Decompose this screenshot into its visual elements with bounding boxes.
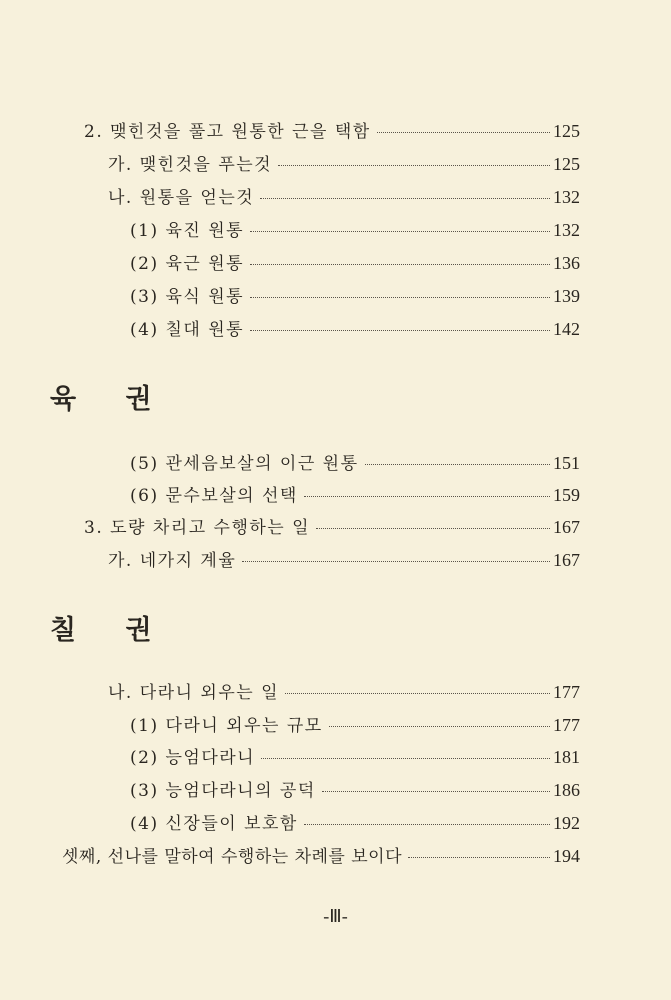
toc-entry-label: (1) 다라니 외우는 규모 xyxy=(130,716,323,736)
dot-leader xyxy=(329,726,550,727)
dot-leader xyxy=(408,857,550,858)
toc-entry-page: 167 xyxy=(553,517,580,537)
toc-entry-label: 가. 네가지 계율 xyxy=(108,551,237,571)
dot-leader xyxy=(250,231,550,232)
dot-leader xyxy=(260,198,550,199)
toc-entry-page: 177 xyxy=(553,715,580,735)
toc-entry-page: 151 xyxy=(553,453,580,473)
toc-entry-page: 186 xyxy=(553,780,580,800)
toc-entry xyxy=(130,812,580,835)
page-number: -Ⅲ- xyxy=(323,906,348,926)
dot-leader xyxy=(377,132,550,133)
toc-entry-label: (4) 신장들이 보호함 xyxy=(130,814,298,834)
toc-entry-label: (4) 칠대 원통 xyxy=(130,320,245,340)
toc-entry xyxy=(108,186,580,209)
volume-heading: 육 권 xyxy=(50,384,172,415)
toc-entry xyxy=(84,516,580,539)
toc-entry-label: (6) 문수보살의 선택 xyxy=(130,486,298,506)
toc-entry-label: (2) 육근 원통 xyxy=(130,254,245,274)
toc-entry xyxy=(62,845,580,868)
toc-entry xyxy=(130,285,580,308)
toc-entry-label: (2) 능엄다라니 xyxy=(130,748,256,768)
toc-entry-label: 가. 맺힌것을 푸는것 xyxy=(108,155,273,175)
dot-leader xyxy=(304,496,550,497)
toc-entry-page: 136 xyxy=(553,253,580,273)
toc-entry-page: 125 xyxy=(553,154,580,174)
toc-entry-page: 132 xyxy=(553,220,580,240)
dot-leader xyxy=(250,297,550,298)
toc-entry-label: (3) 육식 원통 xyxy=(130,287,245,307)
toc-entry-label: 2. 맺힌것을 풀고 원통한 근을 택함 xyxy=(84,122,371,142)
toc-entry xyxy=(108,153,580,176)
toc-entry-page: 194 xyxy=(553,846,580,866)
toc-entry-page: 159 xyxy=(553,485,580,505)
toc-entry-label: (3) 능엄다라니의 공덕 xyxy=(130,781,316,801)
dot-leader xyxy=(242,561,550,562)
toc-entry xyxy=(130,219,580,242)
dot-leader xyxy=(316,528,550,529)
toc-entry xyxy=(130,779,580,802)
toc-entry xyxy=(108,549,580,572)
toc-entry xyxy=(130,714,580,737)
toc-entry-page: 181 xyxy=(553,747,580,767)
toc-entry-label: (5) 관세음보살의 이근 원통 xyxy=(130,454,359,474)
toc-entry-page: 177 xyxy=(553,682,580,702)
dot-leader xyxy=(285,693,550,694)
toc-entry xyxy=(130,452,580,475)
toc-entry xyxy=(130,318,580,341)
toc-entry xyxy=(130,252,580,275)
toc-entry-page: 192 xyxy=(553,813,580,833)
volume-heading: 칠 권 xyxy=(50,615,172,646)
dot-leader xyxy=(365,464,550,465)
toc-entry-label: 나. 원통을 얻는것 xyxy=(108,188,255,208)
toc-entry xyxy=(130,484,580,507)
toc-entry-page: 167 xyxy=(553,550,580,570)
toc-entry-label: 3. 도량 차리고 수행하는 일 xyxy=(84,518,311,538)
dot-leader xyxy=(322,791,550,792)
toc-entry-label: (1) 육진 원통 xyxy=(130,221,245,241)
toc-entry-page: 139 xyxy=(553,286,580,306)
dot-leader xyxy=(304,824,550,825)
toc-entry xyxy=(130,746,580,769)
toc-entry-page: 125 xyxy=(553,121,580,141)
dot-leader xyxy=(261,758,550,759)
dot-leader xyxy=(278,165,550,166)
toc-entry xyxy=(84,120,580,143)
toc-entry xyxy=(108,681,580,704)
dot-leader xyxy=(250,264,550,265)
toc-entry-label: 셋째, 선나를 말하여 수행하는 차례를 보이다 xyxy=(62,847,403,867)
dot-leader xyxy=(250,330,550,331)
toc-entry-label: 나. 다라니 외우는 일 xyxy=(108,683,279,703)
toc-entry-page: 132 xyxy=(553,187,580,207)
toc-entry-page: 142 xyxy=(553,319,580,339)
